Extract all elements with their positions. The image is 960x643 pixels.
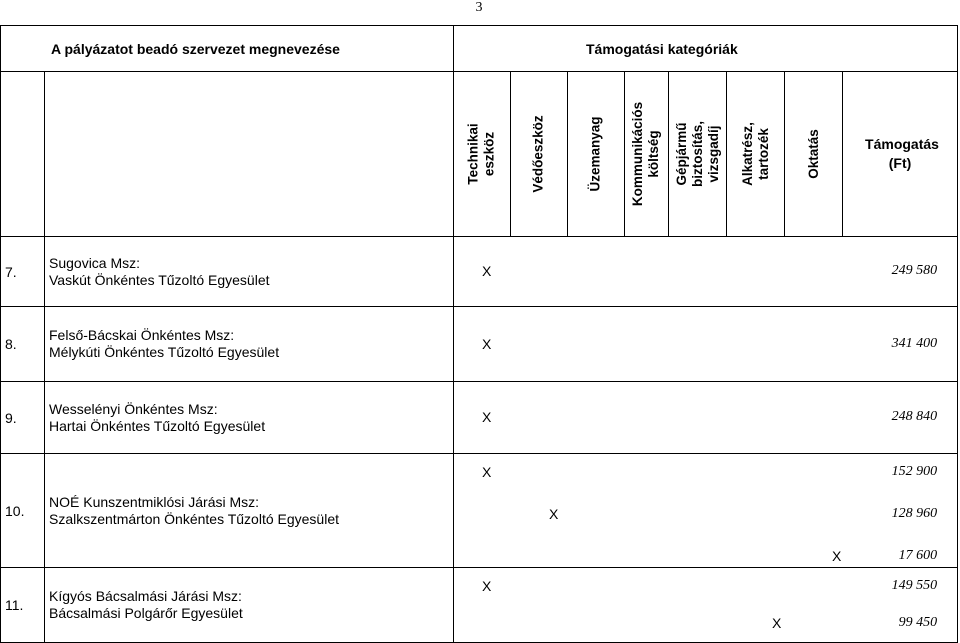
organization-name: Sugovica Msz: Vaskút Önkéntes Tűzoltó Egyesület	[45, 237, 454, 307]
category-header-technikai: Technikai eszköz	[454, 72, 511, 237]
category-header-kommunikacios: Kommunikációs költség	[625, 72, 669, 237]
row-number: 8.	[1, 307, 45, 382]
category-mark: X	[482, 263, 492, 279]
row-number: 11.	[1, 568, 45, 643]
row-categories	[454, 307, 958, 382]
organization-name: Wesselényi Önkéntes Msz: Hartai Önkéntes Tűzoltó Egyesület	[45, 382, 454, 454]
support-amount: 149 550	[891, 578, 938, 593]
row-number: 9.	[1, 382, 45, 454]
category-mark: X	[482, 578, 492, 594]
support-amount: 152 900	[891, 464, 938, 479]
support-amount: 248 840	[891, 409, 938, 424]
support-amount: 99 450	[898, 615, 938, 630]
organization-name: Kígyós Bácsalmási Járási Msz: Bácsalmási Polgárőr Egyesület	[45, 568, 454, 643]
row-categories	[454, 237, 958, 307]
category-mark: X	[772, 615, 782, 631]
row-categories	[454, 454, 958, 568]
category-header-alkatresz: Alkatrész, tartozék	[727, 72, 785, 237]
category-header-oktatas: Oktatás	[785, 72, 843, 237]
category-mark: X	[482, 335, 492, 352]
support-amount: 249 580	[891, 263, 938, 278]
org-column-header: A pályázatot beadó szervezet megnevezése	[1, 26, 454, 72]
category-mark: X	[832, 548, 842, 564]
support-column-header: Támogatás (Ft)	[843, 72, 958, 237]
category-mark: X	[549, 506, 559, 522]
category-header-vedoeszkoz: Védőeszköz	[511, 72, 568, 237]
page-number: 3	[475, 0, 483, 15]
row-categories	[454, 568, 958, 643]
support-amount: 17 600	[898, 548, 938, 563]
category-mark: X	[482, 409, 492, 425]
organization-name: Felső-Bácskai Önkéntes Msz: Mélykúti Önkéntes Tűzoltó Egyesület	[45, 307, 454, 382]
support-amount: 341 400	[891, 335, 938, 351]
row-number: 7.	[1, 237, 45, 307]
category-header-gepjarmu: Gépjármű biztosítás, vizsgadíj	[669, 72, 727, 237]
categories-header: Támogatási kategóriák	[454, 26, 958, 72]
organization-name: NOÉ Kunszentmiklósi Járási Msz: Szalkszentmárton Önkéntes Tűzoltó Egyesület	[45, 454, 454, 568]
category-mark: X	[482, 464, 492, 480]
support-amount: 128 960	[891, 506, 938, 521]
category-header-uzemanyag: Üzemanyag	[568, 72, 625, 237]
row-number: 10.	[1, 454, 45, 568]
grant-table	[0, 25, 958, 643]
row-categories	[454, 382, 958, 454]
